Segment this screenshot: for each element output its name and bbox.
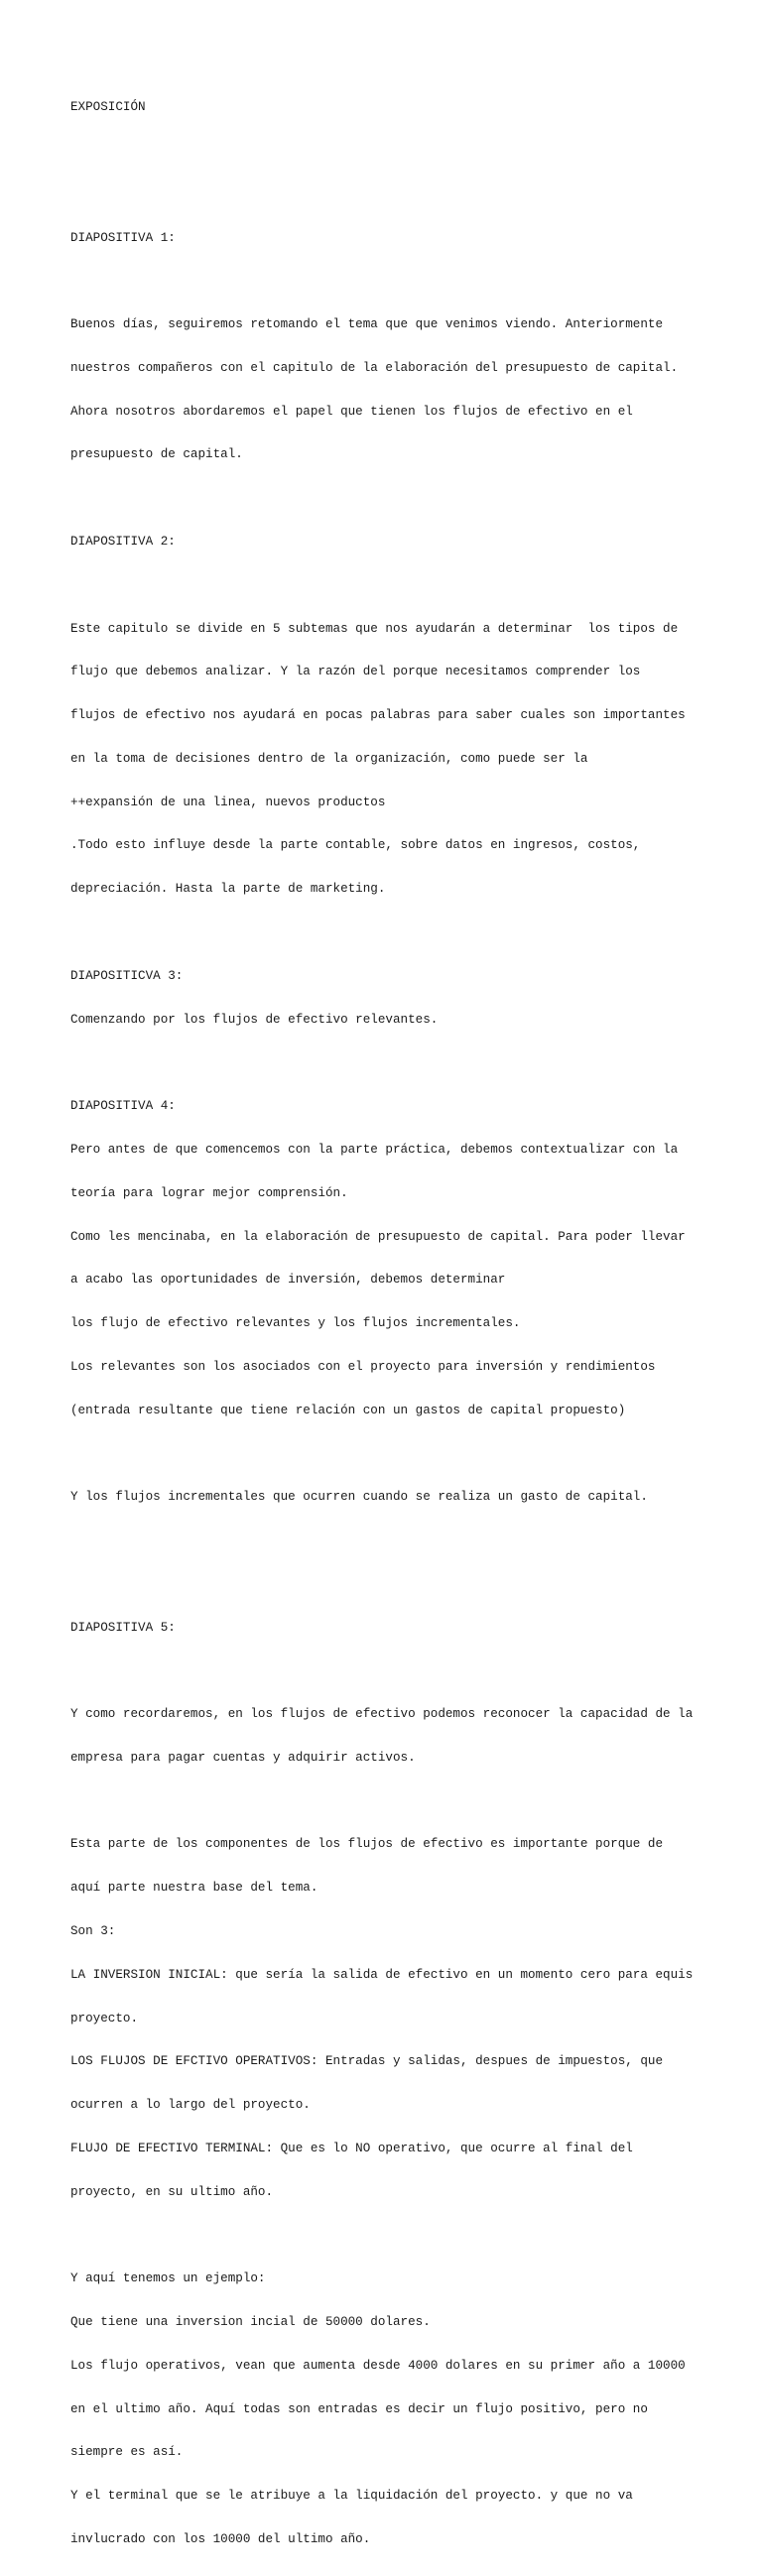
blank-line (70, 274, 745, 289)
text-line: Ahora nosotros abordaremos el papel que tienen los flujos de efectivo en el (70, 404, 633, 419)
slide-3-heading: DIAPOSITICVA 3: (70, 968, 184, 983)
text-line: nuestros compañeros con el capitulo de la elaboración del presupuesto de capital. (70, 360, 679, 375)
document-title: EXPOSICIÓN (70, 100, 146, 115)
text-line: presupuesto de capital. (70, 447, 243, 462)
text-line: en el ultimo año. Aquí todas son entradas es decir un flujo positivo, pero no (70, 2401, 648, 2416)
text-line: proyecto, en su ultimo año. (70, 2184, 274, 2199)
text-line: Pero antes de que comencemos con la parte práctica, debemos contextualizar con la (70, 1142, 679, 1157)
document-body (70, 71, 745, 2576)
text-line: teoría para lograr mejor comprensión. (70, 1185, 348, 1200)
text-line: (entrada resultante que tiene relación con un gastos de capital propuesto) (70, 1403, 626, 1417)
blank-line (70, 491, 745, 506)
text-line: Y aquí tenemos un ejemplo: (70, 2271, 266, 2286)
text-line: empresa para pagar cuentas y adquirir activos. (70, 1750, 416, 1765)
text-line: ++expansión de una linea, nuevos productos (70, 795, 386, 809)
slide-4-heading: DIAPOSITIVA 4: (70, 1099, 176, 1114)
blank-line (70, 925, 745, 940)
text-line: Los relevantes son los asociados con el proyecto para inversión y rendimientos (70, 1359, 656, 1374)
text-line: a acabo las oportunidades de inversión, debemos determinar (70, 1273, 506, 1288)
blank-line (70, 1577, 745, 1592)
blank-line (70, 1533, 745, 1548)
text-line: Que tiene una inversion incial de 50000 dolares. (70, 2315, 431, 2330)
text-line: LOS FLUJOS DE EFCTIVO OPERATIVOS: Entradas y salidas, despues de impuestos, que (70, 2054, 664, 2069)
text-line: depreciación. Hasta la parte de marketing. (70, 882, 386, 897)
text-line: los flujo de efectivo relevantes y los flujos incrementales. (70, 1316, 521, 1331)
text-line: en la toma de decisiones dentro de la organización, como puede ser la (70, 751, 588, 766)
blank-line (70, 187, 745, 202)
text-line: .Todo esto influye desde la parte contable, sobre datos en ingresos, costos, (70, 838, 641, 853)
blank-line (70, 578, 745, 593)
text-line: flujos de efectivo nos ayudará en pocas palabras para saber cuales son importantes (70, 708, 686, 723)
text-line: LA INVERSION INICIAL: que sería la salida de efectivo en un momento cero para equis (70, 1967, 694, 1982)
text-line: Buenos días, seguiremos retomando el tema que que venimos viendo. Anteriormente (70, 317, 664, 332)
text-line: FLUJO DE EFECTIVO TERMINAL: Que es lo NO operativo, que ocurre al final del (70, 2141, 633, 2155)
text-line: Y como recordaremos, en los flujos de efectivo podemos reconocer la capacidad de la (70, 1707, 694, 1722)
blank-line (70, 1055, 745, 1070)
text-line: proyecto. (70, 2011, 139, 2025)
blank-line (70, 1446, 745, 1461)
slide-2-heading: DIAPOSITIVA 2: (70, 535, 176, 549)
text-line: ocurren a lo largo del proyecto. (70, 2098, 311, 2113)
text-line: Y los flujos incrementales que ocurren cuando se realiza un gasto de capital. (70, 1490, 648, 1505)
text-line: aquí parte nuestra base del tema. (70, 1881, 318, 1896)
text-line: Son 3: (70, 1924, 116, 1938)
text-line: invlucrado con los 10000 del ultimo año. (70, 2531, 371, 2546)
blank-line (70, 1794, 745, 1809)
blank-line (70, 2228, 745, 2243)
text-line: Esta parte de los componentes de los flujos de efectivo es importante porque de (70, 1837, 664, 1852)
text-line: siempre es así. (70, 2445, 184, 2460)
text-line: Este capitulo se divide en 5 subtemas que nos ayudarán a determinar los tipos de (70, 621, 679, 636)
blank-line (70, 1663, 745, 1678)
text-line: flujo que debemos analizar. Y la razón del porque necesitamos comprender los (70, 665, 641, 679)
slide-5-heading: DIAPOSITIVA 5: (70, 1620, 176, 1635)
text-line: Comenzando por los flujos de efectivo relevantes. (70, 1012, 439, 1027)
slide-1-heading: DIAPOSITIVA 1: (70, 230, 176, 245)
blank-line (70, 144, 745, 159)
text-line: Y el terminal que se le atribuye a la liquidación del proyecto. y que no va (70, 2489, 633, 2504)
text-line: Como les mencinaba, en la elaboración de presupuesto de capital. Para poder llevar (70, 1229, 686, 1244)
text-line: Los flujo operativos, vean que aumenta desde 4000 dolares en su primer año a 10000 (70, 2358, 686, 2373)
